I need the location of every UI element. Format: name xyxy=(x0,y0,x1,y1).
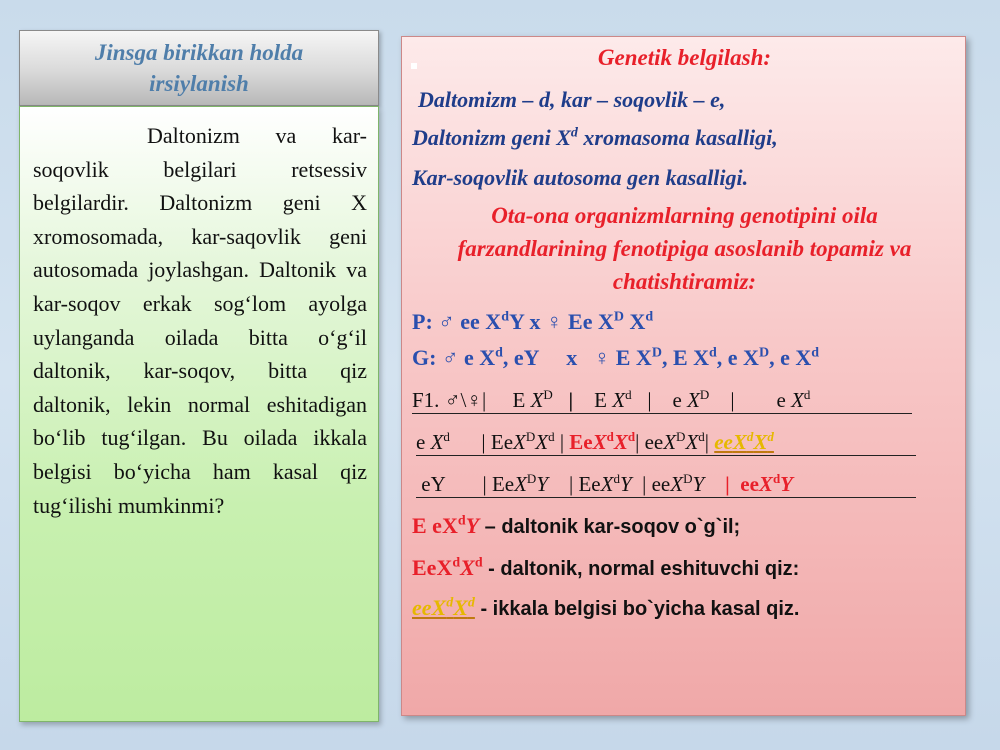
solution-panel xyxy=(401,36,966,716)
problem-panel xyxy=(19,106,379,722)
subheader-line-2: farzandlarining fenotipiga asoslanib topamiz va xyxy=(457,236,912,261)
parents-line: P: ♂ ee $X^dY$ x ♀ Ee $X^D$ $X^d$ xyxy=(412,309,654,334)
notation-line-1: Daltomizm – d, kar – soqovlik – e, xyxy=(418,87,726,112)
f1-row-y: eY | EeX$^D$Y | EeX$^d$Y | eeX$^D$Y | eeX$^d$Y xyxy=(416,471,916,498)
notation-line-3: Kar-soqovlik autosoma gen kasalligi. xyxy=(412,165,749,190)
subheader-line-1: Ota-ona organizmlarning genotipini oila xyxy=(491,203,878,228)
result-daughter-1: $EeX^dX^d$ - daltonik, normal eshituvchi qiz: xyxy=(412,555,800,580)
result-daughter-2: $eeX^dX^d$ - ikkala belgisi bo`yicha kasal qiz. xyxy=(412,595,800,620)
solution-header: Genetik belgilash: xyxy=(597,45,772,70)
gametes-line: G: ♂ e $X^d$, eY x ♀ E $X^D$, E $X^d$, e $X^D$, e $X^d$ xyxy=(412,345,820,370)
problem-text: Daltonizm va kar-soqovlik belgilari retsessiv belgilardir. Daltonizm geni X xromosomada, kar-saqovlik geni autosomada joylashgan. Daltonik va kar-soqov erkak sog‘lom ayolga uylanganda oilada bitta o‘g‘il daltonik, kar-soqov, bitta qiz daltonik, lekin normal eshitadigan bo‘lib tug‘ilgan. Bu oilada ikkala belgisi bo‘yicha ham kasal qiz tug‘ilishi mumkinmi? xyxy=(33,123,367,518)
f1-row-xd: e $X^d$ | $EeX^DX^d$ | $EeX^dX^d|$ $eeX^DX^d|$ $eeX^dX^d$ xyxy=(416,429,916,456)
f1-header-row: F1. ♂\♀| E $X^D$ | E $X^d$ | e $X^D$ | e $X^d$ xyxy=(412,387,912,414)
result-son: E $eX^dY$ – daltonik kar-soqov o`g`il; xyxy=(412,513,741,538)
left-title: Jinsga birikkan holda irsiylanish xyxy=(94,40,304,96)
notation-line-2: Daltonizm geni $X^d$ xromasoma kasalligi, xyxy=(412,125,778,150)
left-title-box xyxy=(19,30,379,106)
subheader-line-3: chatishtiramiz: xyxy=(612,269,757,294)
